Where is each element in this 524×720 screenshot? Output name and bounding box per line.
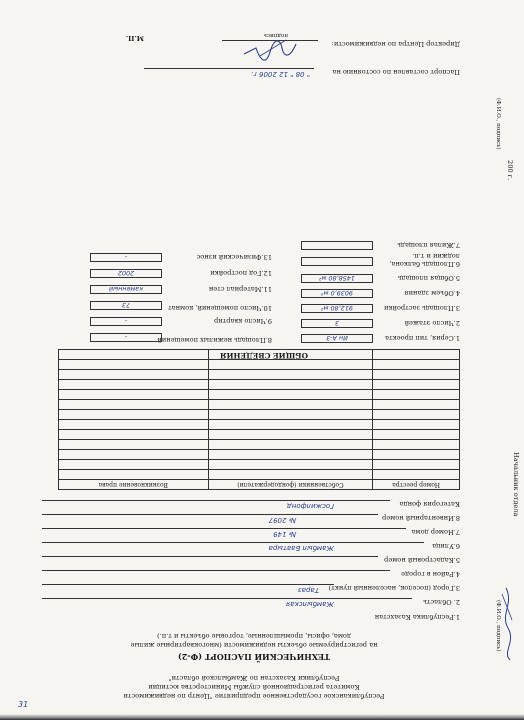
margin-signature [496, 584, 518, 664]
general-right-label: 13.Физический износ [196, 253, 272, 261]
general-left-value: 1458,80 м² [301, 274, 373, 283]
director-label: Директор Центра по недвижимости: [331, 40, 460, 48]
general-right-label: 12.Год постройки [210, 269, 272, 277]
org-line-1: Республиканское государственное предприятие "Центр по недвижимости [123, 692, 385, 700]
general-left-value [301, 241, 373, 250]
general-right-label: 8.Площадь нежилых помещений [157, 336, 272, 344]
table-row [59, 370, 460, 380]
general-right-value: каменный [90, 285, 162, 294]
margin-year: 200 г. [506, 160, 514, 181]
general-left-label: 2.Число этажей [404, 319, 460, 327]
house-number-line [42, 528, 406, 529]
dept-head-label: Начальник отдела [512, 452, 520, 517]
street-line [42, 542, 424, 543]
general-left-value: 912,80 м² [301, 304, 373, 313]
general-right-value: 2002 [90, 269, 162, 278]
table-row [59, 360, 460, 370]
signature-caption: подпись [263, 32, 288, 38]
document-title: ТЕХНИЧЕСКИЙ ПАСПОРТ (Ф-2) [177, 652, 331, 662]
table-row [59, 440, 460, 450]
general-left-value: 9039,0 м³ [301, 289, 373, 298]
cadastral-line [42, 556, 378, 557]
inventory-line [42, 514, 378, 515]
general-right-label: 11.Материал стен [208, 285, 272, 293]
region-value: Жамбылская [285, 600, 334, 608]
general-right-label: 9.Число квартир [214, 317, 272, 325]
city-label: 3.Город (поселок, населенный пункт) [328, 584, 460, 592]
org-line-3: Республики Казахстан по Жамбылской области" [168, 674, 340, 682]
table-row [59, 430, 460, 440]
general-left-label: 6.Площадь балкона, лоджии и т.п. [389, 252, 460, 268]
fund-category-label: Категория фонда [399, 500, 460, 508]
table-row [59, 420, 460, 430]
fio-caption-upper: (Ф.И.О., подпись) [495, 98, 501, 150]
corner-page-number: 31 [18, 700, 29, 709]
director-signature [240, 36, 300, 62]
general-left-label: 4.Объем здания [404, 289, 460, 297]
general-right-value: - [90, 317, 162, 326]
fund-category-value: Госжилфонд [286, 502, 334, 510]
street-label: 6.Улица [432, 542, 460, 550]
scan-edge-shadow [0, 714, 524, 720]
general-left-label: 1.Серия, тип проекта [385, 334, 460, 342]
header-owners: Собственники (фондодержатели) [208, 480, 373, 490]
region-label: 2. Область [423, 598, 460, 606]
general-right-value: - [90, 333, 162, 342]
document-subtitle-2: дома, офисы, промышленные, торговые объекты и т.п.) [157, 632, 351, 640]
owners-table-header [59, 480, 460, 490]
table-row [59, 390, 460, 400]
house-number-label: 7.Номер дома [411, 528, 460, 536]
general-info-title: ОБЩИЕ СВЕДЕНИЯ [220, 351, 308, 360]
table-row [59, 380, 460, 390]
fund-category-line [42, 500, 390, 501]
table-row [59, 450, 460, 460]
general-left-label: 3.Площадь застройки [384, 304, 460, 312]
republic-field: 1.Республика Казахстан [374, 613, 460, 621]
general-left-value: Ин А-3 [301, 334, 373, 343]
header-right-origin: Возникновение права [59, 480, 209, 490]
composed-date-value: " 08 " 12 2006 г. [250, 70, 310, 78]
table-row [59, 460, 460, 470]
general-left-label: 5.Общая площадь [397, 274, 460, 282]
fio-caption-lower: (Ф.И.О., подпись) [495, 600, 501, 652]
document-subtitle-1: на регистрируемые объекты недвижимости (многоквартирные жилые [130, 641, 378, 649]
general-left-value [301, 257, 373, 266]
general-right-value: - [90, 253, 162, 262]
composed-date-label: Паспорт составлен по состоянию на [332, 68, 460, 76]
district-line [42, 570, 390, 571]
table-row [59, 470, 460, 480]
table-row [59, 410, 460, 420]
stamp-place: М.П. [125, 34, 144, 42]
inventory-value: № 2097 [268, 516, 296, 524]
city-value: Тараз [297, 586, 319, 594]
general-right-label: 10.Число помещений, комнат [168, 304, 272, 312]
cadastral-label: 5.Кадастровый номер [384, 556, 460, 564]
inventory-label: 8.Инвентарный номер [382, 514, 460, 522]
org-line-2: Комитета регистрационной службы Министерства юстиции [148, 683, 360, 691]
region-line [42, 598, 412, 599]
composed-date-line [144, 68, 314, 69]
house-number-value: № 149 [273, 530, 296, 538]
district-label: 4.Район в городе [401, 570, 460, 578]
city-line [42, 584, 334, 585]
table-row [59, 400, 460, 410]
general-left-label: 7.Жилая площадь [397, 241, 460, 249]
general-left-value: 3 [301, 319, 373, 328]
street-value: Жамбыл Баатыра [268, 544, 334, 552]
owners-table [58, 349, 460, 490]
header-registry-number: Номер реестра [373, 480, 460, 490]
general-right-value: 73 [90, 301, 162, 310]
